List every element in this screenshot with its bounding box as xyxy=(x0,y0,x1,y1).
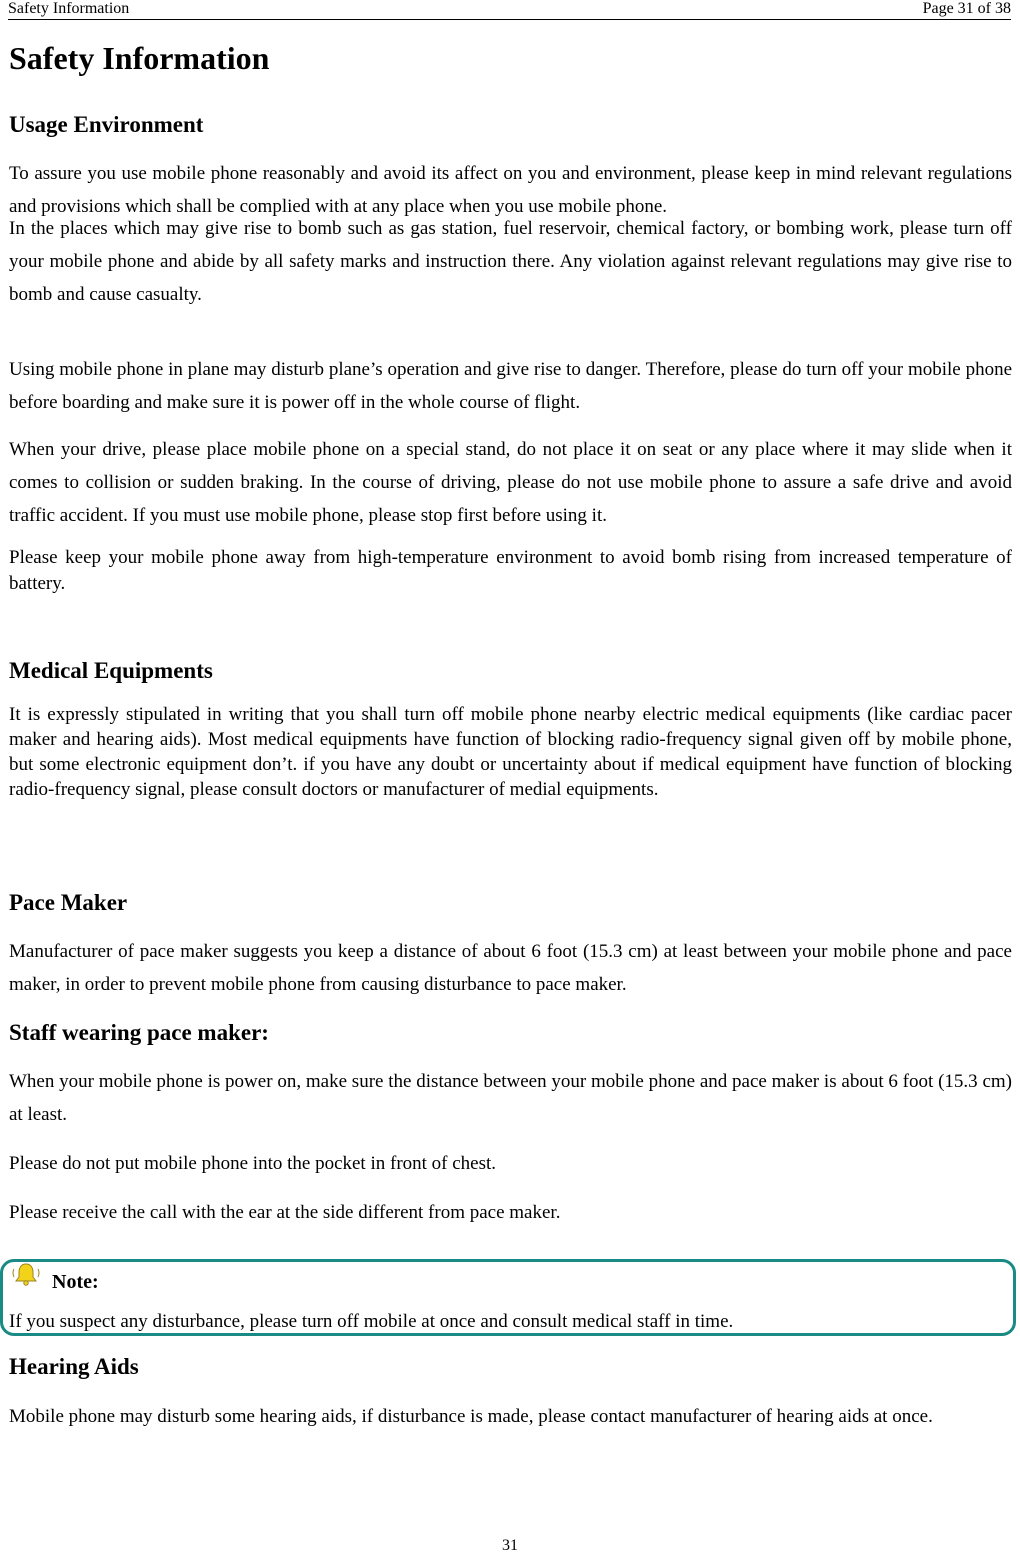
bell-icon xyxy=(12,1262,40,1286)
hearing-aids-heading: Hearing Aids xyxy=(9,1354,139,1379)
page-title: Safety Information xyxy=(9,40,270,76)
pace-maker-paragraph-2: When your mobile phone is power on, make sure the distance between your mobile phone and pace maker is about 6 foot (15.3 cm) at least. xyxy=(9,1071,1012,1125)
usage-paragraph-5: Please keep your mobile phone away from high-temperature environment to avoid bomb rising from increased temperature of battery. xyxy=(9,547,1012,594)
note-label: Note: xyxy=(52,1271,99,1293)
hearing-aids-paragraph-1: Mobile phone may disturb some hearing aids, if disturbance is made, please contact manufacturer of hearing aids at once. xyxy=(9,1406,933,1427)
medical-paragraph-1: It is expressly stipulated in writing that you shall turn off mobile phone nearby electric medical equipments (like cardiac pacer maker and hearing aids). Most medical equipments have function of blocking radio-frequency signal given off by mobile phone, but some electronic equipment don’t. if you have any doubt or uncertainty about if medical equipment have function of blocking radio-frequency signal, please consult doctors or manufacturer of medial equipments. xyxy=(9,704,1012,800)
usage-environment-heading: Usage Environment xyxy=(9,112,204,137)
page-header xyxy=(8,0,1011,20)
staff-wearing-pace-maker-subheading: Staff wearing pace maker: xyxy=(9,1020,269,1045)
note-text: If you suspect any disturbance, please turn off mobile at once and consult medical staff in time. xyxy=(9,1311,734,1332)
pace-maker-paragraph-1: Manufacturer of pace maker suggests you keep a distance of about 6 foot (15.3 cm) at least between your mobile phone and pace maker, in order to prevent mobile phone from causing disturbance to pace maker. xyxy=(9,941,1012,995)
usage-paragraph-2: In the places which may give rise to bomb such as gas station, fuel reservoir, chemical factory, or bombing work, please turn off your mobile phone and abide by all safety marks and instruction there. Any violation against relevant regulations may give rise to bomb and cause casualty. xyxy=(9,218,1012,305)
medical-equipments-heading: Medical Equipments xyxy=(9,658,213,683)
header-page-indicator: Page 31 of 38 xyxy=(922,0,1011,17)
usage-paragraph-3: Using mobile phone in plane may disturb plane’s operation and give rise to danger. Therefore, please do turn off your mobile phone before boarding and make sure it is power off in the whole course of flight. xyxy=(9,359,1012,413)
pace-maker-paragraph-3: Please do not put mobile phone into the pocket in front of chest. xyxy=(9,1153,497,1174)
usage-paragraph-1: To assure you use mobile phone reasonably and avoid its affect on you and environment, please keep in mind relevant regulations and provisions which shall be complied with at any place when you use mobile phone. xyxy=(9,163,1012,217)
pace-maker-paragraph-4: Please receive the call with the ear at the side different from pace maker. xyxy=(9,1202,561,1223)
usage-paragraph-4: When your drive, please place mobile phone on a special stand, do not place it on seat or any place where it may slide when it comes to collision or sudden braking. In the course of driving, please do not use mobile phone to assure a safe drive and avoid traffic accident. If you must use mobile phone, please stop first before using it. xyxy=(9,439,1012,526)
page-number: 31 xyxy=(502,1537,518,1554)
header-section-title: Safety Information xyxy=(8,0,130,17)
pace-maker-heading: Pace Maker xyxy=(9,890,128,915)
